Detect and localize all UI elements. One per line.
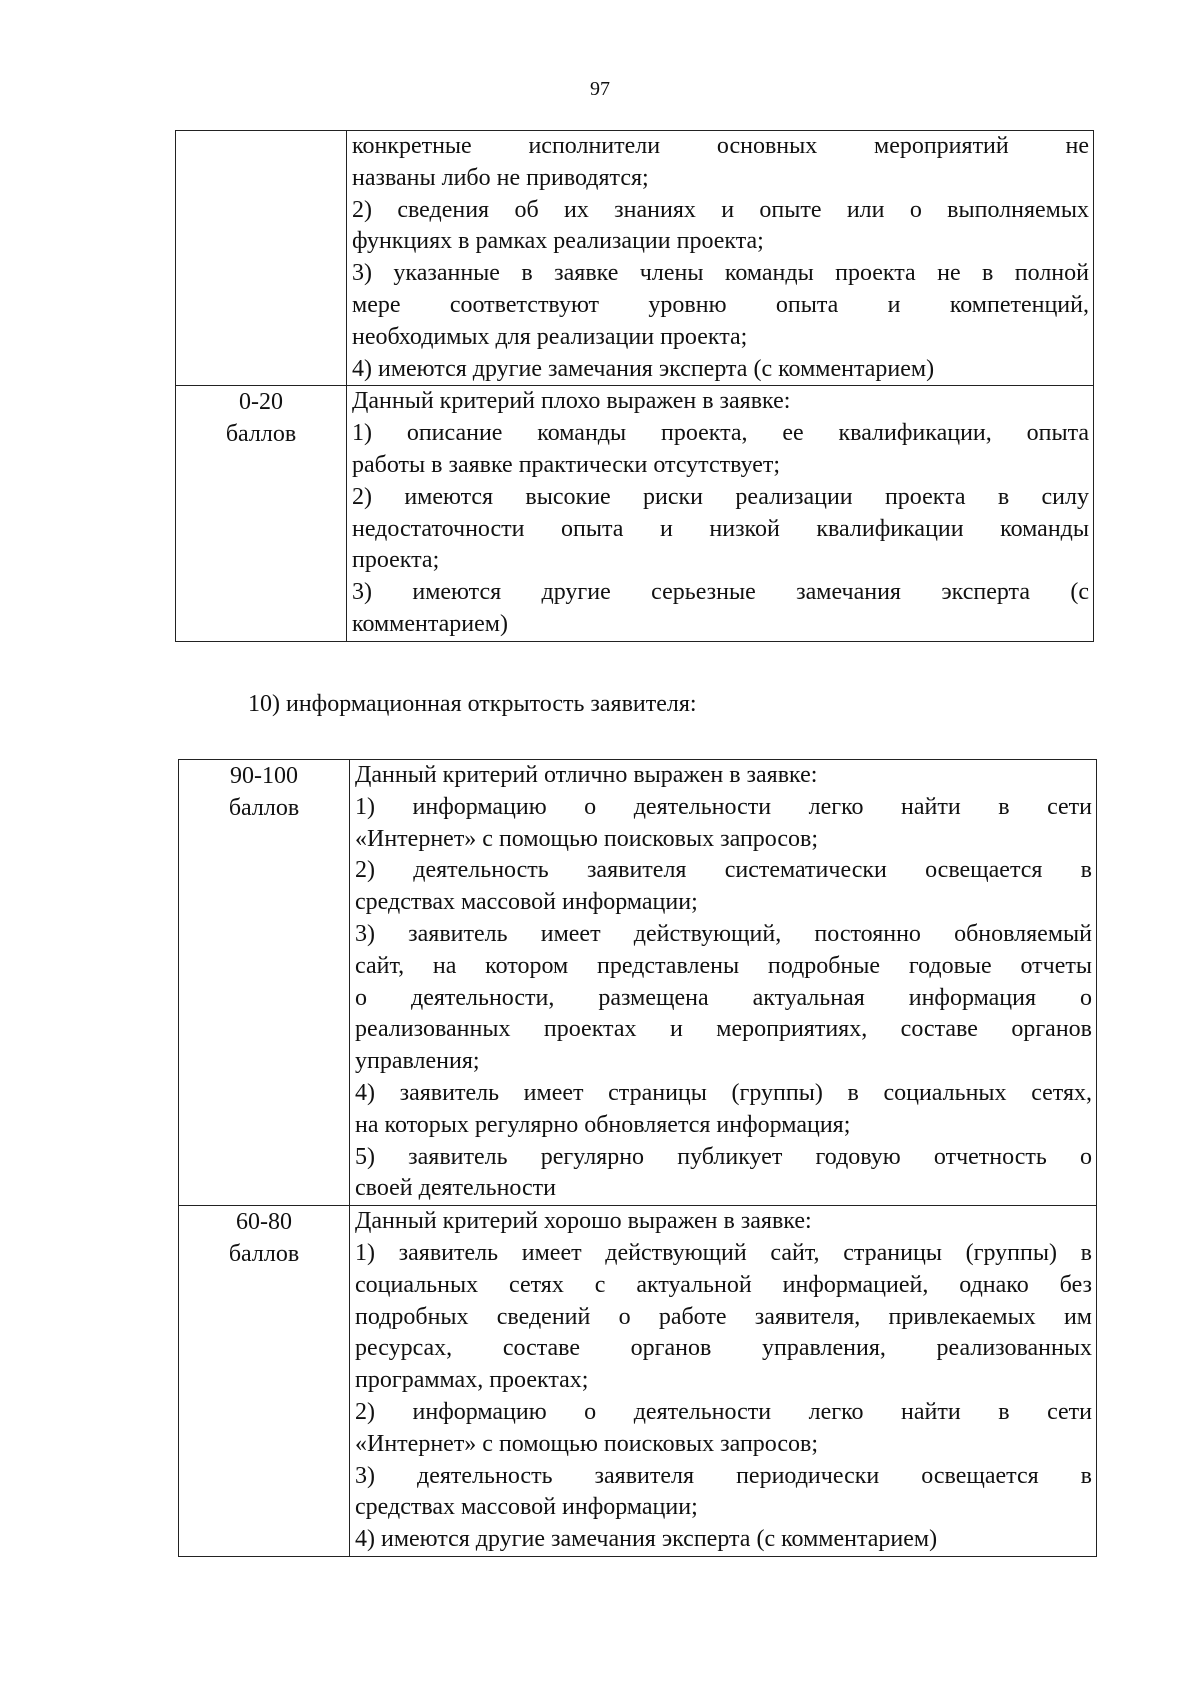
description-line: 4) имеются другие замечания эксперта (с комментарием)	[355, 1526, 938, 1553]
criteria-table-team	[175, 130, 1094, 642]
description-cell	[347, 386, 1094, 641]
description-line: конкретные исполнители основных мероприятий не	[352, 133, 1089, 159]
description-line: Данный критерий отлично выражен в заявке:	[355, 762, 818, 788]
description-line: 2) деятельность заявителя систематически освещается в	[355, 857, 1092, 884]
description-line: на которых регулярно обновляется информация;	[355, 1111, 851, 1138]
score-cell	[176, 131, 347, 386]
description-line: социальных сетях с актуальной информацией, однако без	[355, 1271, 1092, 1298]
description-line: «Интернет» с помощью поисковых запросов;	[355, 1430, 819, 1457]
description-line: Данный критерий плохо выражен в заявке:	[352, 388, 791, 415]
description-line: недостаточности опыта и низкой квалификации команды	[352, 515, 1089, 542]
description-line: ресурсах, составе органов управления, реализованных	[355, 1335, 1092, 1362]
description-line: управления;	[355, 1048, 480, 1075]
description-line: работы в заявке практически отсутствует;	[352, 451, 781, 478]
description-line: названы либо не приводятся;	[352, 164, 649, 191]
description-cell	[347, 131, 1094, 386]
score-text: 90-100	[230, 763, 298, 789]
table-row	[179, 760, 1097, 1206]
score-cell	[179, 760, 350, 1206]
description-line: необходимых для реализации проекта;	[352, 323, 748, 350]
description-line: мере соответствуют уровню опыта и компетенций,	[352, 291, 1089, 318]
score-cell	[179, 1206, 350, 1557]
page-number: 97	[590, 78, 610, 100]
table-row	[176, 386, 1094, 641]
description-line: 1) описание команды проекта, ее квалификации, опыта	[352, 420, 1089, 447]
description-line: 3) деятельность заявителя периодически освещается в	[355, 1462, 1092, 1489]
description-line: 3) указанные в заявке члены команды проекта не в полной	[352, 260, 1089, 287]
description-line: функциях в рамках реализации проекта;	[352, 228, 764, 255]
section-heading: 10) информационная открытость заявителя:	[248, 691, 697, 717]
score-text: 60-80	[236, 1209, 292, 1236]
description-line: 1) заявитель имеет действующий сайт, страницы (группы) в	[355, 1239, 1092, 1266]
description-line: 2) имеются высокие риски реализации проекта в силу	[352, 483, 1089, 510]
description-line: «Интернет» с помощью поисковых запросов;	[355, 825, 819, 852]
description-line: проекта;	[352, 547, 440, 574]
description-line: Данный критерий хорошо выражен в заявке:	[355, 1208, 812, 1235]
description-line: 4) заявитель имеет страницы (группы) в социальных сетях,	[355, 1079, 1092, 1106]
description-line: 1) информацию о деятельности легко найти в сети	[355, 793, 1092, 820]
table-row	[176, 131, 1094, 386]
table-row	[179, 1206, 1097, 1557]
description-line: комментарием)	[352, 610, 508, 637]
score-text: 0-20	[239, 389, 283, 416]
score-cell	[176, 386, 347, 641]
description-line: сайт, на котором представлены подробные годовые отчеты	[355, 952, 1092, 979]
description-cell	[350, 1206, 1097, 1557]
description-line: 5) заявитель регулярно публикует годовую отчетность о	[355, 1143, 1092, 1170]
description-line: о деятельности, размещена актуальная информация о	[355, 984, 1092, 1011]
description-line: средствах массовой информации;	[355, 1494, 698, 1521]
description-line: программах, проектах;	[355, 1367, 589, 1394]
table-body	[176, 131, 1094, 642]
description-line: подробных сведений о работе заявителя, привлекаемых им	[355, 1303, 1092, 1330]
description-line: 3) заявитель имеет действующий, постоянно обновляемый	[355, 920, 1092, 947]
score-text: баллов	[225, 421, 297, 448]
score-text: баллов	[228, 1241, 300, 1268]
description-line: 2) информацию о деятельности легко найти в сети	[355, 1398, 1092, 1425]
description-line: средствах массовой информации;	[355, 889, 698, 916]
description-cell	[350, 760, 1097, 1206]
description-line: 4) имеются другие замечания эксперта (с комментарием)	[352, 355, 935, 382]
score-text: баллов	[228, 795, 300, 821]
description-line: своей деятельности	[355, 1175, 556, 1202]
criteria-table-openness	[178, 759, 1097, 1557]
table-body	[179, 760, 1097, 1557]
description-line: 3) имеются другие серьезные замечания эксперта (с	[352, 579, 1089, 606]
description-line: 2) сведения об их знаниях и опыте или о выполняемых	[352, 196, 1089, 223]
description-line: реализованных проектах и мероприятиях, составе органов	[355, 1016, 1092, 1043]
